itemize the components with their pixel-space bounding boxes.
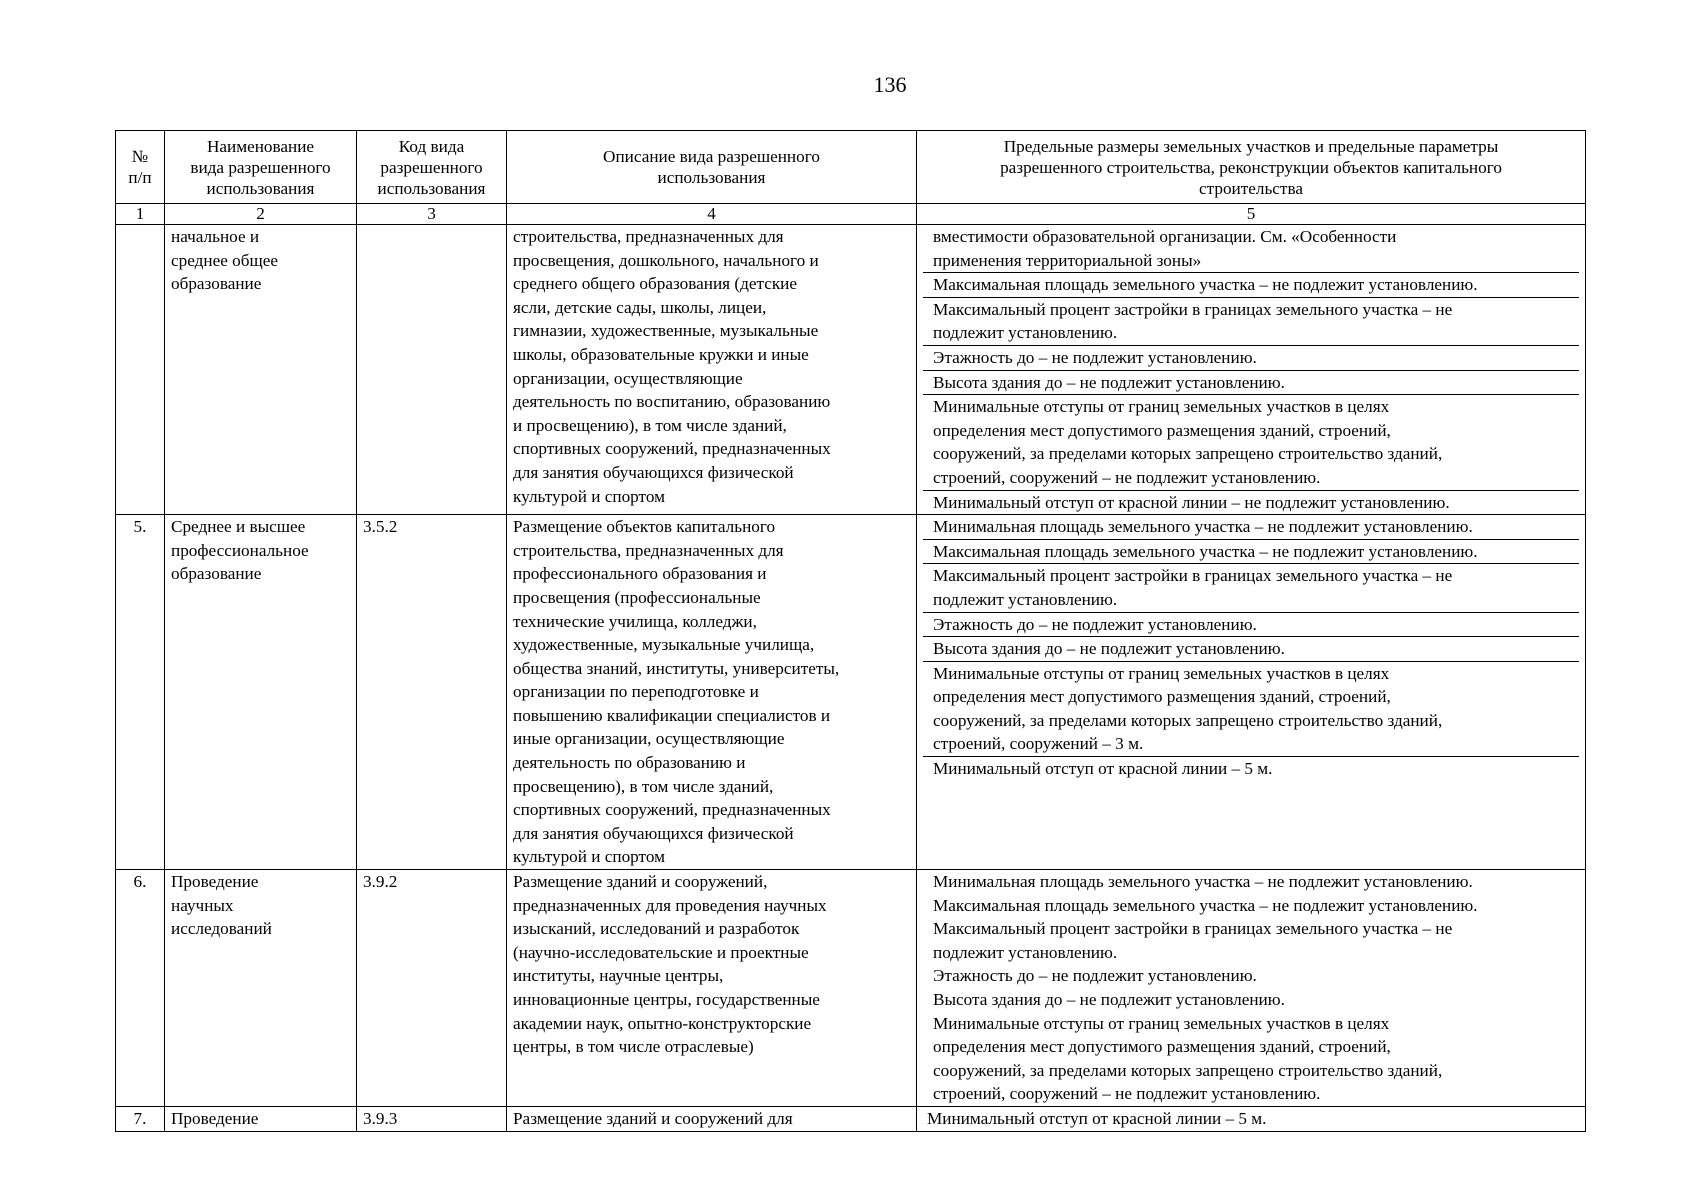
use-type-description: строительства, предназначенных для просвещения, дошкольного, начального и среднего общего образования (детские ясли, детские сады, школы, лицеи, гимназии, художественные, музыкальные школы, образовательные кружки и иные организации, осуществляющие деятельность по воспитанию, образованию и просвещению), в том числе зданий, спортивных сооружений, предназначенных для занятия обучающихся физической культурой и спортом — [507, 225, 917, 515]
parameters-cell — [917, 225, 1586, 515]
parameter-item: Минимальная площадь земельного участка – не подлежит установлению. — [923, 515, 1579, 540]
parameter-item: Высота здания до – не подлежит установлению. — [923, 637, 1579, 662]
use-type-name: начальное и среднее общее образование — [165, 225, 357, 515]
use-type-code — [357, 225, 507, 515]
parameter-item: вместимости образовательной организации. См. «Особенности применения территориальной зоны» — [923, 225, 1579, 273]
use-type-name: Проведение научных исследований — [165, 870, 357, 1107]
parameters-cell — [917, 515, 1586, 870]
column-number: 3 — [357, 204, 507, 225]
header-row — [116, 131, 1586, 204]
parameter-item: Максимальный процент застройки в границах земельного участка – не подлежит установлению. — [933, 919, 1453, 962]
use-type-code: 3.9.2 — [357, 870, 507, 1107]
column-number: 2 — [165, 204, 357, 225]
table-row — [116, 870, 1586, 1107]
use-type-code: 3.9.3 — [357, 1107, 507, 1132]
parameter-item: Минимальная площадь земельного участка – не подлежит установлению. — [933, 872, 1473, 892]
header-code: Код вида разрешенного использования — [357, 131, 507, 204]
use-type-description: Размещение объектов капитального строительства, предназначенных для профессионального образования и просвещения (профессиональные технические училища, колледжи, художественные, музыкальные училища, общества знаний, институты, университеты, организации по переподготовке и повышению квалификации специалистов и иные организации, осуществляющие деятельность по образованию и просвещению), в том числе зданий, спортивных сооружений, предназначенных для занятия обучающихся физической культурой и спортом — [507, 515, 917, 870]
parameter-item: Максимальная площадь земельного участка – не подлежит установлению. — [933, 895, 1478, 915]
parameter-item: Минимальный отступ от красной линии – 5 м. — [917, 1107, 1586, 1132]
parameter-item: Минимальные отступы от границ земельных участков в целях определения мест допустимого размещения зданий, строений, сооружений, за пределами которых запрещено строительство зданий, строений, сооружений – не подлежит установлению. — [923, 395, 1579, 490]
table-row — [116, 225, 1586, 515]
header-description: Описание вида разрешенного использования — [507, 131, 917, 204]
row-number: 6. — [116, 870, 165, 1107]
parameter-item: Этажность до – не подлежит установлению. — [923, 613, 1579, 638]
row-number: 7. — [116, 1107, 165, 1132]
use-type-name: Проведение — [165, 1107, 357, 1132]
row-number: 5. — [116, 515, 165, 870]
parameter-item: Максимальная площадь земельного участка – не подлежит установлению. — [923, 273, 1579, 298]
column-number: 4 — [507, 204, 917, 225]
parameter-item: Минимальные отступы от границ земельных участков в целях определения мест допустимого размещения зданий, строений, сооружений, за пределами которых запрещено строительство зданий, строений, сооружений – 3 м. — [923, 662, 1579, 757]
parameter-item: Максимальный процент застройки в границах земельного участка – не подлежит установлению. — [923, 298, 1579, 346]
header-name: Наименование вида разрешенного использования — [165, 131, 357, 204]
use-type-description: Размещение зданий и сооружений, предназначенных для проведения научных изысканий, исследований и разработок (научно-исследовательские и проектные институты, научные центры, инновационные центры, государственные академии наук, опытно-конструкторские центры, в том числе отраслевые) — [507, 870, 917, 1107]
column-number: 5 — [917, 204, 1586, 225]
parameter-item: Минимальный отступ от красной линии – не подлежит установлению. — [933, 492, 1450, 512]
parameter-item: Высота здания до – не подлежит установлению. — [933, 990, 1285, 1009]
header-parameters: Предельные размеры земельных участков и предельные параметры разрешенного строительства, реконструкции объектов капитального строительства — [917, 131, 1586, 204]
column-numbers-row — [116, 204, 1586, 225]
parameter-item: Максимальная площадь земельного участка – не подлежит установлению. — [923, 540, 1579, 565]
use-type-code: 3.5.2 — [357, 515, 507, 870]
parameters-cell — [917, 870, 1586, 1107]
use-type-name: Среднее и высшее профессиональное образование — [165, 515, 357, 870]
row-number — [116, 225, 165, 515]
column-number: 1 — [116, 204, 165, 225]
parameter-item: Этажность до – не подлежит установлению. — [933, 966, 1257, 986]
parameter-item: Этажность до – не подлежит установлению. — [923, 346, 1579, 371]
parameter-item: Минимальный отступ от красной линии – 5 м. — [933, 759, 1273, 779]
parameter-item: Максимальный процент застройки в границах земельного участка – не подлежит установлению. — [923, 564, 1579, 612]
table-row — [116, 1107, 1586, 1132]
parameter-item: Минимальные отступы от границ земельных участков в целях определения мест допустимого размещения зданий, строений, сооружений, за пределами которых запрещено строительство зданий, строений, сооружений – не подлежит установлению. — [933, 1013, 1443, 1104]
header-num: № п/п — [116, 131, 165, 204]
land-use-table — [115, 130, 1586, 1107]
parameter-item: Высота здания до – не подлежит установлению. — [923, 371, 1579, 396]
table-continuation — [115, 1106, 1586, 1132]
page-number: 136 — [873, 72, 907, 97]
table-row — [116, 515, 1586, 870]
use-type-description: Размещение зданий и сооружений для — [507, 1107, 917, 1132]
